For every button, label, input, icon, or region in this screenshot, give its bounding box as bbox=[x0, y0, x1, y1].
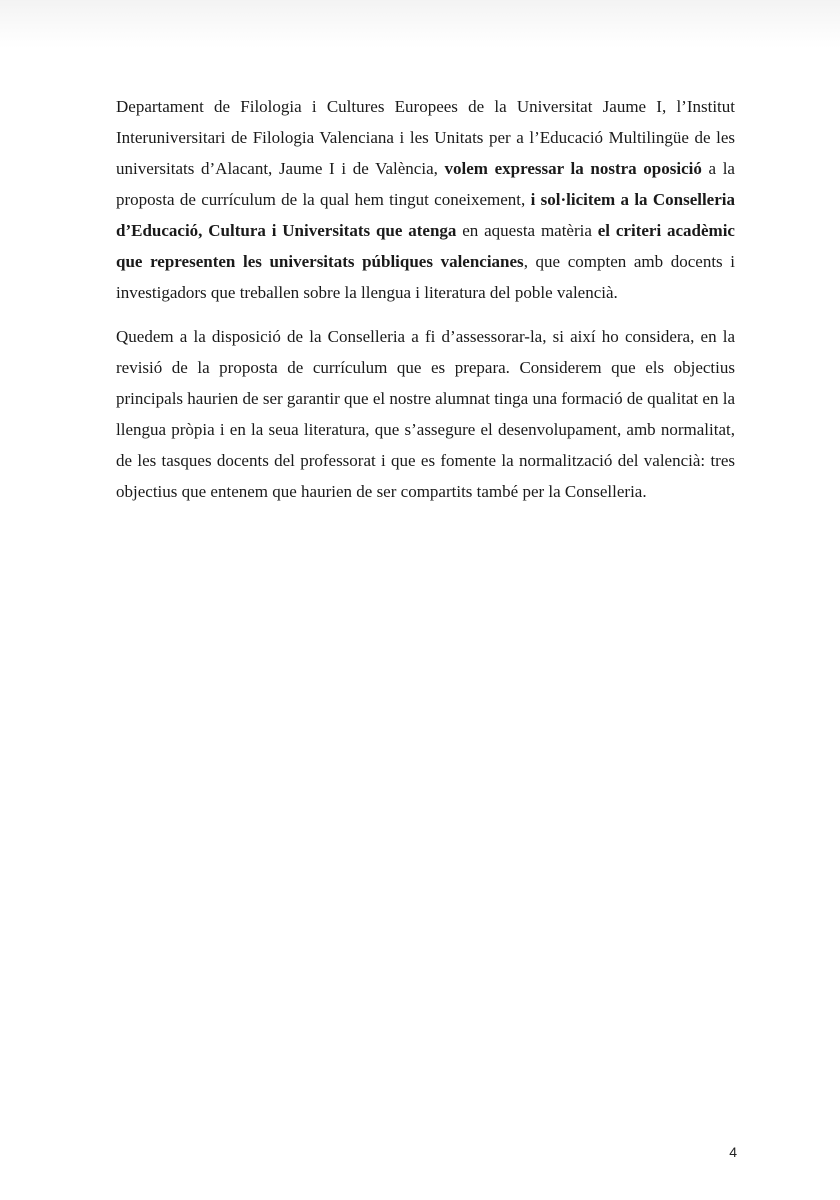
paragraph-text-segment: a la proposta de currículum de la qual hem tingut coneixement, bbox=[116, 159, 735, 209]
page-number: 4 bbox=[729, 1144, 737, 1160]
paragraph-text-segment: Departament de Filologia i Cultures Europees de la Universitat Jaume I, l’Institut Interuniversitari de Filologia Valenciana i les Unitats per a l’Educació Multilingüe de les universitats d’Alacant, Jaume I i de València, bbox=[116, 97, 735, 178]
bold-text-segment: volem expressar la nostra oposició bbox=[444, 159, 702, 178]
bold-text-segment: i sol·licitem a la Conselleria d’Educació, Cultura i Universitats que atenga bbox=[116, 190, 735, 240]
paragraph-2 bbox=[116, 321, 735, 507]
paragraph-text-segment: Quedem a la disposició de la Conselleria a fi d’assessorar-la, si així ho considera, en la revisió de la proposta de currículum que es prepara. Considerem que els objectius principals haurien de ser garantir que el nostre alumnat tinga una formació de qualitat en la llengua pròpia i en la seua literatura, que s’assegure el desenvolupament, amb normalitat, de les tasques docents del professorat i que es fomente la normalització del valencià: tres objectius que entenem que haurien de ser compartits també per la Conselleria. bbox=[116, 327, 735, 501]
bold-text-segment: el criteri acadèmic que representen les universitats públiques valencianes bbox=[116, 221, 735, 271]
paragraph-text-segment: en aquesta matèria bbox=[456, 221, 598, 240]
scan-top-shadow bbox=[0, 0, 840, 48]
document-body bbox=[116, 91, 735, 507]
paragraph-1 bbox=[116, 91, 735, 308]
paragraph-text-segment: , que compten amb docents i investigadors que treballen sobre la llengua i literatura del poble valencià. bbox=[116, 252, 735, 302]
